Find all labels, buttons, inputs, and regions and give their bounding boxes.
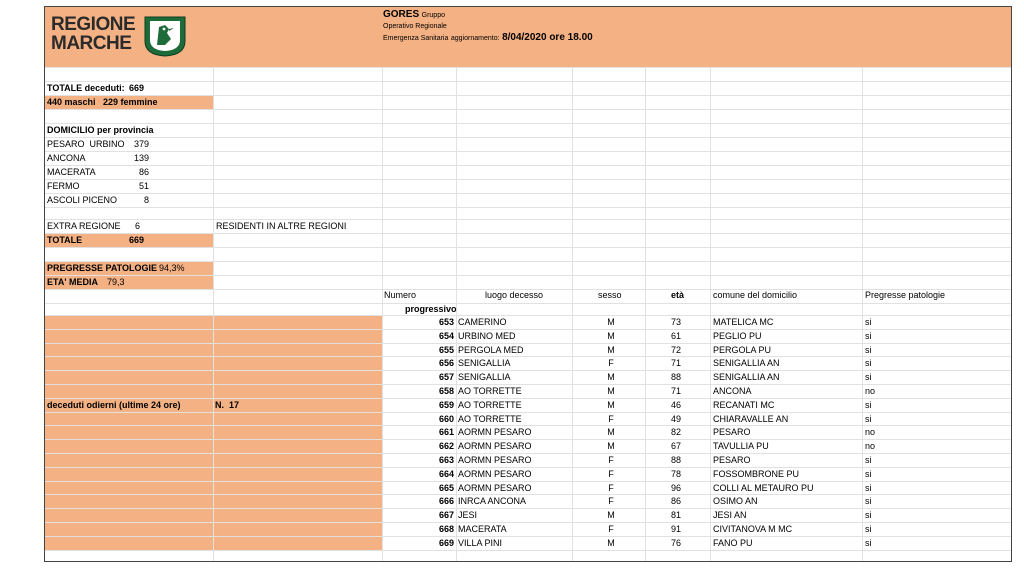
eta-label: ETA' MEDIA [47, 277, 98, 287]
row-eta: 71 [671, 358, 682, 368]
row-sesso: M [607, 345, 615, 355]
update-label: aggiornamento: [450, 35, 500, 42]
row-luogo: SENIGALLIA [458, 372, 511, 382]
org-line3: Emergenza Sanitaria [383, 35, 449, 42]
org-line2: Operativo Regionale [383, 23, 447, 30]
row-comune: SENIGALLIA AN [713, 358, 780, 368]
row-sesso: M [607, 510, 615, 520]
row-comune: FOSSOMBRONE PU [713, 469, 800, 479]
row-comune: PESARO [713, 455, 751, 465]
row-sesso: M [607, 427, 615, 437]
row-pat: si [865, 538, 872, 548]
province-name: MACERATA [47, 167, 96, 177]
row-n: 656 [438, 358, 454, 368]
row-pat: si [865, 469, 872, 479]
row-eta: 67 [671, 441, 682, 451]
grid-row-line [45, 151, 1011, 152]
header-numero: Numero [384, 290, 417, 300]
daily-value: N. 17 [215, 400, 240, 410]
row-comune: OSIMO AN [713, 496, 758, 506]
gender-split: 440 maschi 229 femmine [47, 97, 158, 107]
header-luogo: luogo decesso [485, 290, 544, 300]
grid-row-line [45, 219, 1011, 220]
grid-col-line [862, 67, 863, 561]
row-pat: si [865, 345, 872, 355]
org-header [383, 9, 593, 44]
row-comune: PESARO [713, 427, 751, 437]
row-eta: 46 [671, 400, 682, 410]
update-value: 8/04/2020 ore 18.00 [502, 32, 593, 43]
row-n: 669 [438, 538, 454, 548]
row-n: 658 [438, 386, 454, 396]
grid-row-line [45, 81, 1011, 82]
grid-row-line [45, 233, 1011, 234]
org-name: GORES [383, 9, 420, 20]
row-n: 665 [438, 483, 454, 493]
row-n: 654 [438, 331, 454, 341]
row-pat: si [865, 483, 872, 493]
province-name: ASCOLI PICENO [47, 195, 118, 205]
row-eta: 61 [671, 331, 682, 341]
row-pat: si [865, 317, 872, 327]
row-n: 653 [438, 317, 454, 327]
row-eta: 72 [671, 345, 682, 355]
total-label: TOTALE deceduti: [47, 83, 125, 93]
logo-line1: REGIONE [51, 14, 136, 35]
row-comune: MATELICA MC [713, 317, 774, 327]
row-comune: CIVITANOVA M MC [713, 524, 793, 534]
row-pat: si [865, 455, 872, 465]
row-comune: JESI AN [713, 510, 747, 520]
row-eta: 81 [671, 510, 682, 520]
spreadsheet [44, 6, 1012, 562]
row-sesso: F [608, 524, 614, 534]
grid-col-line [645, 67, 646, 561]
row-sesso: M [607, 317, 615, 327]
row-sesso: F [608, 469, 614, 479]
row-n: 667 [438, 510, 454, 520]
row-n: 666 [438, 496, 454, 506]
row-sesso: M [607, 441, 615, 451]
totale-label: TOTALE [47, 235, 83, 245]
grid-row-line [45, 67, 1011, 68]
row-eta: 86 [671, 496, 682, 506]
row-luogo: MACERATA [458, 524, 507, 534]
grid-row-line [45, 123, 1011, 124]
row-luogo: URBINO MED [458, 331, 516, 341]
regione-marche-logo [51, 13, 191, 57]
row-pat: si [865, 400, 872, 410]
row-n: 661 [438, 427, 454, 437]
row-eta: 82 [671, 427, 682, 437]
row-sesso: F [608, 455, 614, 465]
row-comune: COLLI AL METAURO PU [713, 483, 814, 493]
row-luogo: PERGOLA MED [458, 345, 524, 355]
row-comune: SENIGALLIA AN [713, 372, 780, 382]
row-pat: no [865, 386, 876, 396]
row-n: 664 [438, 469, 454, 479]
row-sesso: F [608, 414, 614, 424]
row-sesso: M [607, 538, 615, 548]
row-n: 662 [438, 441, 454, 451]
row-eta: 71 [671, 386, 682, 396]
header-sesso: sesso [598, 290, 622, 300]
row-n: 655 [438, 345, 454, 355]
grid-row-line [45, 261, 1011, 262]
row-comune: FANO PU [713, 538, 753, 548]
row-luogo: VILLA PINI [458, 538, 503, 548]
row-eta: 91 [671, 524, 682, 534]
row-sesso: M [607, 386, 615, 396]
province-value: 51 [138, 181, 149, 191]
grid-col-line [710, 67, 711, 561]
org-suffix: Gruppo [421, 12, 445, 19]
row-luogo: INRCA ANCONA [458, 496, 527, 506]
province-name: ANCONA [47, 153, 86, 163]
grid-row-line [45, 179, 1011, 180]
province-name: FERMO [47, 181, 80, 191]
extra-value: 6 [135, 221, 141, 231]
row-luogo: AORMN PESARO [458, 469, 532, 479]
grid-row-line [45, 207, 1011, 208]
row-n: 660 [438, 414, 454, 424]
grid-row-line [45, 109, 1011, 110]
row-pat: si [865, 496, 872, 506]
grid-col-line [382, 67, 383, 561]
header-eta: età [671, 290, 685, 300]
row-n: 668 [438, 524, 454, 534]
total-value: 669 [129, 83, 145, 93]
province-value: 86 [138, 167, 149, 177]
row-eta: 88 [671, 455, 682, 465]
row-eta: 88 [671, 372, 682, 382]
grid-row-line [45, 165, 1011, 166]
row-luogo: CAMERINO [458, 317, 507, 327]
row-pat: si [865, 358, 872, 368]
row-n: 659 [438, 400, 454, 410]
row-n: 657 [438, 372, 454, 382]
row-luogo: SENIGALLIA [458, 358, 511, 368]
row-eta: 73 [671, 317, 682, 327]
row-luogo: AORMN PESARO [458, 455, 532, 465]
row-eta: 96 [671, 483, 682, 493]
row-luogo: AORMN PESARO [458, 441, 532, 451]
row-pat: si [865, 372, 872, 382]
totale-value: 669 [129, 235, 145, 245]
grid-row-line [45, 137, 1011, 138]
extra-label: EXTRA REGIONE [47, 221, 121, 231]
row-sesso: M [607, 372, 615, 382]
eta-value: 79,3 [107, 277, 125, 287]
row-sesso: F [608, 496, 614, 506]
row-pat: si [865, 510, 872, 520]
grid-row-line [45, 275, 1011, 276]
grid-row-line [45, 95, 1011, 96]
patologie-label: PREGRESSE PATOLOGIE [47, 263, 158, 273]
row-sesso: F [608, 358, 614, 368]
header-comune: comune del domicilio [713, 290, 798, 300]
row-comune: CHIARAVALLE AN [713, 414, 789, 424]
row-pat: no [865, 441, 876, 451]
row-luogo: AORMN PESARO [458, 483, 532, 493]
row-eta: 49 [671, 414, 682, 424]
row-eta: 78 [671, 469, 682, 479]
grid-col-line [572, 67, 573, 561]
row-comune: ANCONA [713, 386, 752, 396]
domicile-title: DOMICILIO per provincia [47, 125, 154, 135]
row-comune: RECANATI MC [713, 400, 775, 410]
row-comune: PERGOLA PU [713, 345, 772, 355]
row-luogo: AO TORRETTE [458, 400, 522, 410]
row-pat: si [865, 414, 872, 424]
row-luogo: AO TORRETTE [458, 386, 522, 396]
province-value: 139 [133, 153, 149, 163]
row-n: 663 [438, 455, 454, 465]
region-emblem-icon [143, 15, 187, 57]
province-name: PESARO URBINO [47, 139, 125, 149]
row-luogo: AORMN PESARO [458, 427, 532, 437]
row-pat: no [865, 427, 876, 437]
province-value: 8 [143, 195, 149, 205]
logo-line2: MARCHE [51, 33, 132, 54]
row-luogo: AO TORRETTE [458, 414, 522, 424]
row-comune: PEGLIO PU [713, 331, 762, 341]
row-comune: TAVULLIA PU [713, 441, 769, 451]
grid-row-line [45, 193, 1011, 194]
grid-row-line [45, 247, 1011, 248]
row-sesso: F [608, 483, 614, 493]
row-eta: 76 [671, 538, 682, 548]
grid-col-line [213, 67, 214, 561]
row-pat: si [865, 331, 872, 341]
header-progressivo: progressivo [405, 304, 457, 314]
extra-note: RESIDENTI IN ALTRE REGIONI [216, 221, 347, 231]
province-value: 379 [133, 139, 149, 149]
grid-row-line [45, 550, 1011, 551]
patologie-value: 94,3% [159, 263, 185, 273]
daily-label: deceduti odierni (ultime 24 ore) [47, 400, 181, 410]
grid-row-line [45, 303, 1011, 304]
row-sesso: M [607, 331, 615, 341]
row-pat: si [865, 524, 872, 534]
row-sesso: M [607, 400, 615, 410]
row-luogo: JESI [458, 510, 478, 520]
header-patologie: Pregresse patologie [865, 290, 946, 300]
